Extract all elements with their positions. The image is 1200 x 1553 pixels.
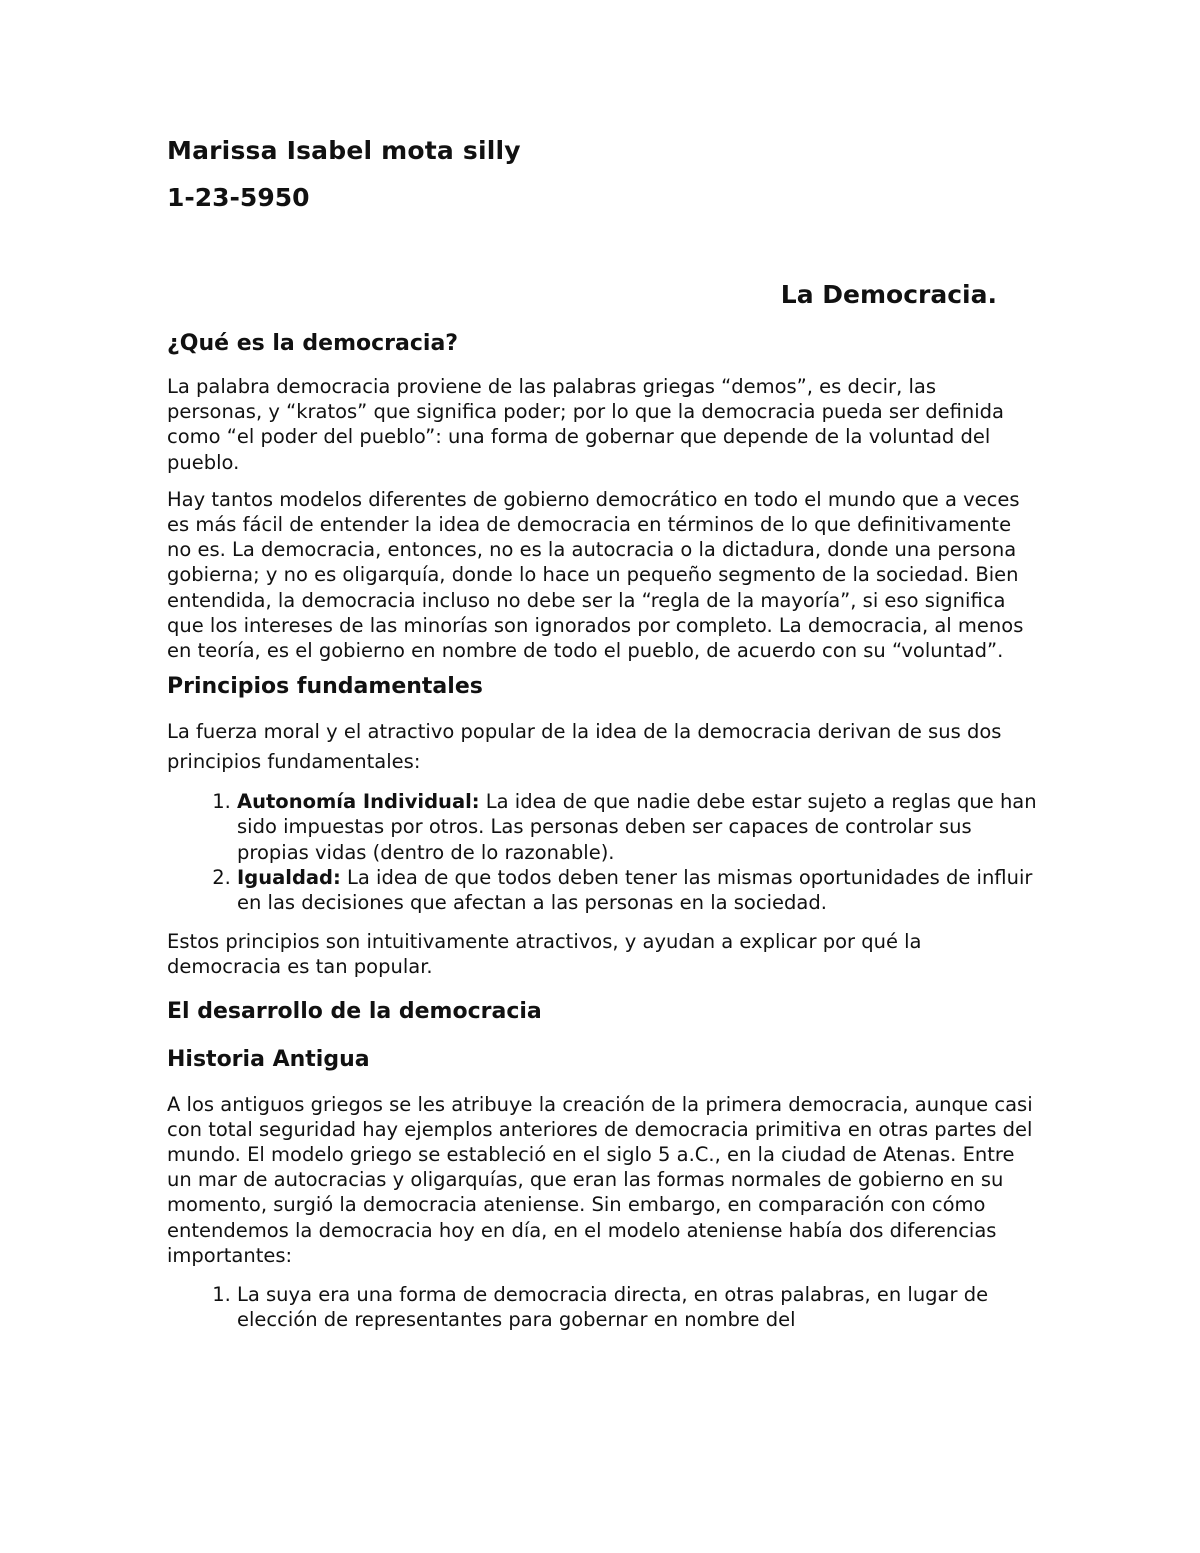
document-title: La Democracia.: [780, 280, 997, 309]
paragraph-historia: A los antiguos griegos se les atribuye la creación de la primera democracia, aunque casi con total seguridad hay ejemplos anteriores de democracia primitiva en otras partes del mundo. El modelo griego se estableció en el siglo 5 a.C., en la ciudad de Atenas. Entre un mar de autocracias y oligarquías, que eran las formas normales de gobierno en su momento, surgió la democracia ateniense. Sin embargo, en comparación con cómo entendemos la democracia hoy en día, en el modelo ateniense había dos diferencias importantes:: [167, 1092, 1033, 1267]
document-body: [167, 330, 1037, 1346]
heading-historia-antigua: Historia Antigua: [167, 1046, 370, 1072]
paragraph-principios-intro: La fuerza moral y el atractivo popular de la idea de la democracia derivan de sus dos principios fundamentales:: [167, 720, 1002, 774]
list-item-term: Igualdad:: [237, 865, 341, 889]
list-item: [237, 865, 1037, 915]
list-item-text: La suya era una forma de democracia directa, en otras palabras, en lugar de elección de representantes para gobernar en nombre del: [237, 1283, 989, 1332]
heading-principios: Principios fundamentales: [167, 674, 483, 700]
paragraph-principios-closing: Estos principios son intuitivamente atractivos, y ayudan a explicar por qué la democracia es tan popular.: [167, 930, 922, 979]
paragraph-modelos: Hay tantos modelos diferentes de gobierno democrático en todo el mundo que a veces es más fácil de entender la idea de democracia en términos de lo que definitivamente no es. La democracia, entonces, no es la autocracia o la dictadura, donde una persona gobierna; y no es oligarquía, donde lo hace un pequeño segmento de la sociedad. Bien entendida, la democracia incluso no debe ser la “regla de la mayoría”, si eso significa que los intereses de las minorías son ignorados por completo. La democracia, al menos en teoría, es el gobierno en nombre de todo el pueblo, de acuerdo con su “voluntad”.: [167, 487, 1024, 663]
diferencias-list: [167, 1282, 1037, 1332]
list-item-text: La idea de que nadie debe estar sujeto a reglas que han sido impuestas por otros. Las personas deben ser capaces de controlar sus propias vidas (dentro de lo razonable).: [237, 790, 1037, 864]
principios-list: [167, 789, 1037, 915]
paragraph-definicion: La palabra democracia proviene de las palabras griegas “demos”, es decir, las personas, y “kratos” que significa poder; por lo que la democracia pueda ser definida como “el poder del pueblo”: una forma de gobernar que depende de la voluntad del pueblo.: [167, 375, 1005, 474]
student-id: 1-23-5950: [167, 183, 310, 212]
heading-que-es: ¿Qué es la democracia?: [167, 331, 459, 356]
list-item-text: La idea de que todos deben tener las mismas oportunidades de influir en las decisiones que afectan a las personas en la sociedad.: [237, 865, 1033, 915]
list-item: [237, 789, 1037, 865]
heading-desarrollo: El desarrollo de la democracia: [167, 998, 542, 1024]
list-item-term: Autonomía Individual:: [237, 790, 480, 814]
author-name: Marissa Isabel mota silly: [167, 136, 521, 165]
list-item: [237, 1282, 1037, 1332]
